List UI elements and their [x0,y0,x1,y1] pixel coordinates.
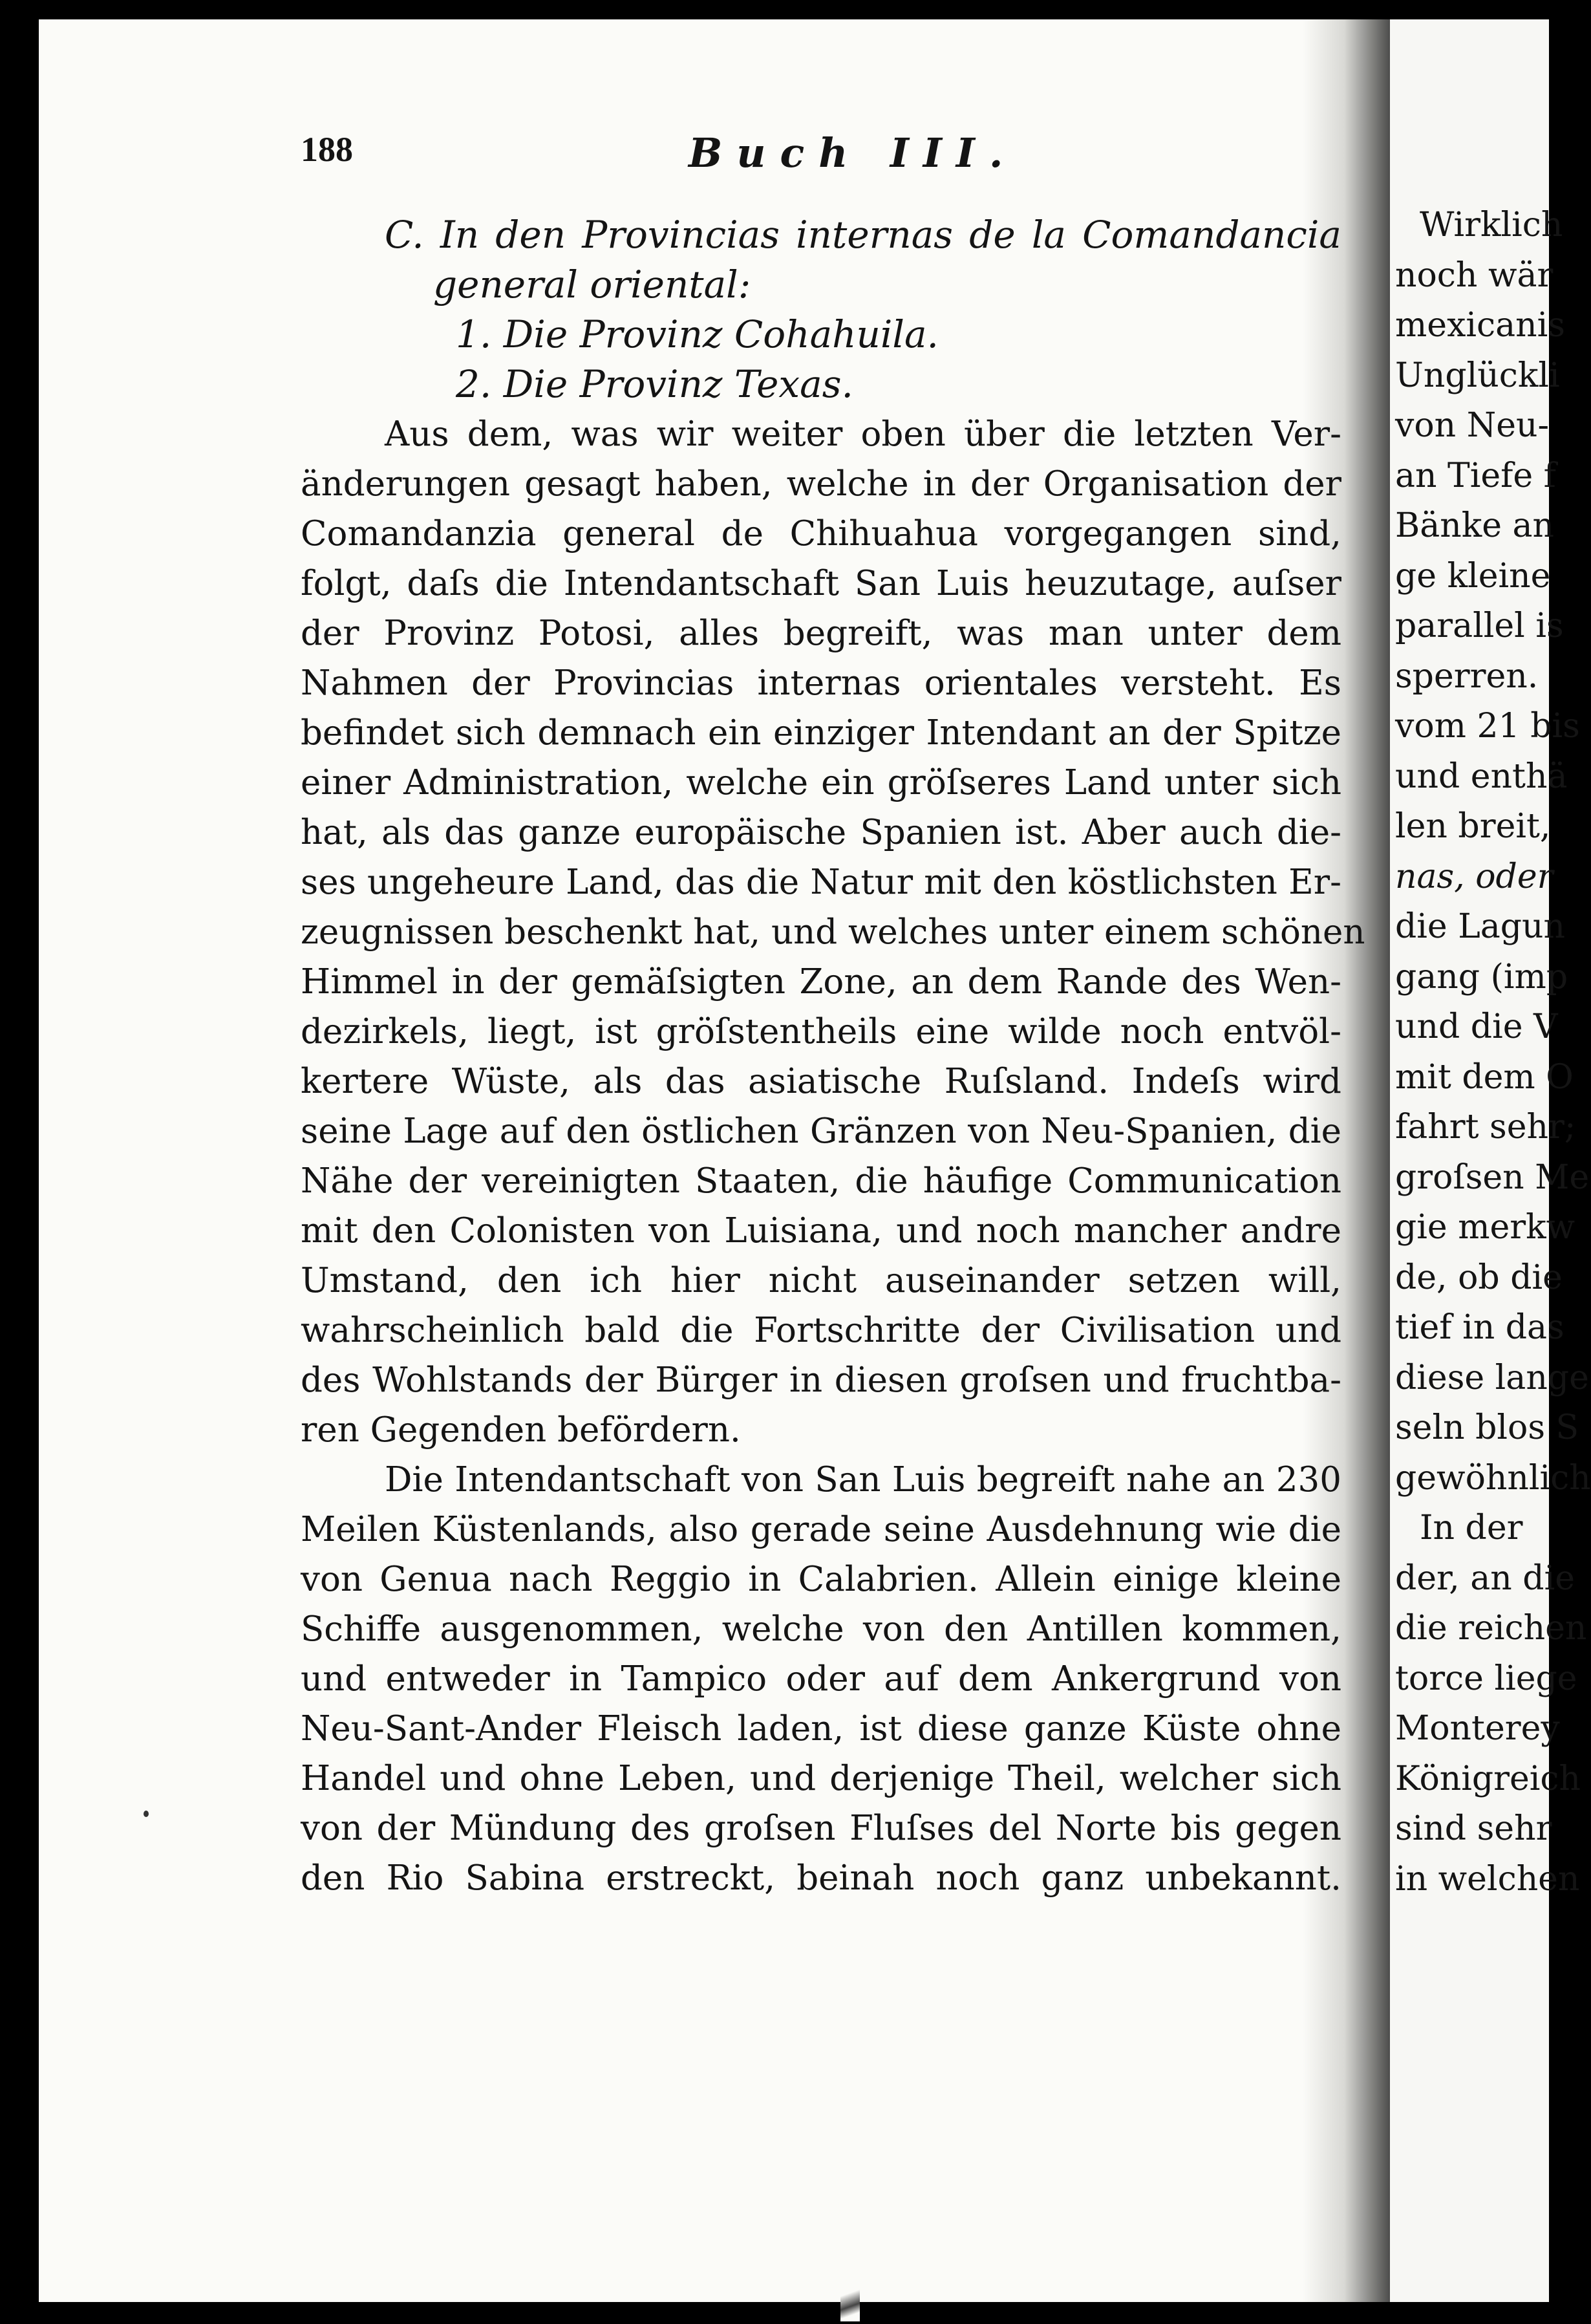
text-line: Bänke an [1395,506,1555,545]
text-line: parallel is [1395,607,1564,645]
text-line: einer Administration, welche ein gröſseres Land unter sich [301,763,1341,802]
text-line: zeugnissen beschenkt hat, und welches unter einem schönen [301,912,1365,952]
text-line: torce liege [1395,1659,1577,1698]
text-line: an Tiefe f [1395,456,1556,495]
text-line: ren Gegenden befördern. [301,1410,741,1450]
text-line: Neu-Sant-Ander Fleisch laden, ist diese ganze Küste ohne [301,1709,1341,1748]
text-line: dezirkels, liegt, ist gröſstentheils eine wilde noch entvöl- [301,1012,1341,1051]
text-line: Umstand, den ich hier nicht auseinander setzen will, [301,1261,1341,1300]
text-line: Himmel in der gemäſsigten Zone, an dem Rande des Wen- [301,962,1341,1002]
text-line: Handel und ohne Leben, und derjenige Theil, welcher sich [301,1759,1341,1798]
text-line: des Wohlstands der Bürger in diesen groſsen und fruchtba- [301,1361,1341,1400]
page-smudge [840,2283,860,2321]
text-line: Königreich [1395,1759,1581,1798]
text-line: sind sehr [1395,1809,1552,1848]
subsection-item: 2. Die Provinz Texas. [456,362,853,406]
text-line: hat, als das ganze europäische Spanien ist. Aber auch die- [301,813,1341,852]
text-line: fahrt sehr; [1395,1108,1576,1146]
text-line: gie merkw [1395,1208,1575,1247]
text-line: mexicanis [1395,306,1565,345]
text-line: de, ob die [1395,1258,1563,1297]
text-line: kertere Wüste, als das asiatische Ruſsland. Indeſs wird [301,1062,1341,1101]
text-line: und entweder in Tampico oder auf dem Ankergrund von [301,1659,1341,1699]
text-line: Aus dem, was wir weiter oben über die letzten Ver- [385,414,1341,454]
ink-speck [144,1811,149,1817]
text-line: folgt, daſs die Intendantschaft San Luis heuzutage, auſser [301,564,1341,603]
text-line: die reichen [1395,1609,1587,1648]
text-line: Unglückli [1395,356,1560,395]
text-line: Die Intendantschaft von San Luis begreift nahe an 230 [385,1460,1341,1500]
text-line: und die V [1395,1007,1558,1046]
text-line: sperren. [1395,656,1539,696]
text-line: befindet sich demnach ein einziger Intendant an der Spitze [301,713,1341,753]
text-line: In der [1420,1509,1523,1547]
running-head [301,129,1348,188]
section-heading-line: general oriental: [433,263,751,307]
text-line: tief in das [1395,1308,1564,1347]
text-line: Nähe der vereinigten Staaten, die häufige Communication [301,1161,1341,1201]
text-line: Nahmen der Provincias internas orientales versteht. Es [301,663,1341,703]
text-line: gewöhnlich [1395,1458,1591,1498]
right-page-text [1395,200,1591,1904]
text-line: vom 21 bis [1395,707,1580,746]
text-line: von Genua nach Reggio in Calabrien. Allein einige kleine [301,1560,1341,1599]
text-line: von der Mündung des groſsen Fluſses del Norte bis gegen [301,1809,1341,1848]
text-line: mit dem O [1395,1057,1574,1097]
text-line: in welchen [1395,1859,1580,1899]
text-line: Meilen Küstenlands, also gerade seine Ausdehnung wie die [301,1510,1341,1549]
text-line: Monterey [1395,1709,1560,1748]
text-line: diese lange [1395,1358,1589,1397]
text-line: und enthä [1395,757,1568,796]
text-line: ge kleine [1395,556,1551,596]
text-line: seine Lage auf den östlichen Gränzen von Neu-Spanien, die [301,1112,1341,1151]
text-line: noch wär [1395,255,1554,295]
text-line: Wirklich [1420,206,1563,244]
text-line: len breit, [1395,807,1551,846]
left-page-text [301,210,1365,1903]
text-line: der Provinz Potosi, alles begreift, was man unter dem [301,614,1341,653]
text-line: Schiffe ausgenommen, welche von den Antillen kommen, [301,1609,1341,1649]
page-number: 188 [301,130,353,169]
text-line: groſsen Me [1395,1157,1590,1197]
text-line: von Neu- [1395,406,1550,445]
subsection-item: 1. Die Provinz Cohahuila. [456,312,939,356]
text-line: Comandanzia general de Chihuahua vorgegangen sind, [301,514,1341,554]
text-line: nas, oder [1395,857,1554,896]
text-line: der, an die [1395,1558,1575,1598]
running-title: Buch III. [689,129,1018,177]
text-line: mit den Colonisten von Luisiana, und noch mancher andre [301,1211,1341,1251]
text-line: änderungen gesagt haben, welche in der Organisation der [301,464,1341,504]
text-line: die Lagun [1395,907,1566,946]
text-line: gang (imp [1395,957,1568,996]
section-heading-line: C. In den Provincias internas de la Comandancia [385,213,1341,257]
text-line: den Rio Sabina erstreckt, beinah noch ganz unbekannt. [301,1858,1341,1898]
text-line: wahrscheinlich bald die Fortschritte der Civilisation und [301,1311,1341,1350]
text-line: ses ungeheure Land, das die Natur mit den köstlichsten Er- [301,863,1341,902]
text-line: seln blos S [1395,1408,1579,1447]
